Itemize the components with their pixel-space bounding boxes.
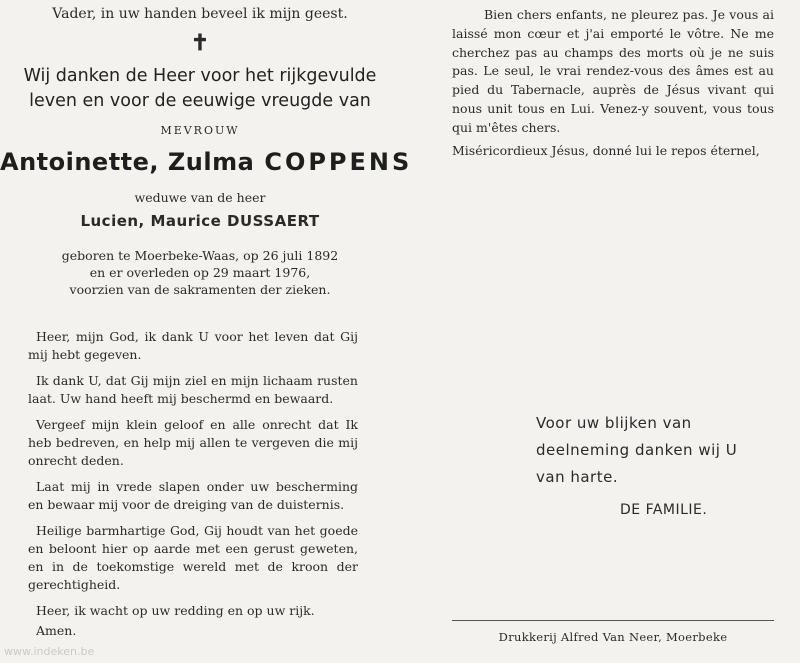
first-names: Antoinette, Zulma [0, 148, 255, 176]
prayer-paragraph: Vergeef mijn klein geloof en alle onrecht dat Ik heb bedreven, en help mij allen te vergeven die mij onrecht deden. [28, 417, 358, 468]
birth-line-3: voorzien van de sakramenten der zieken. [69, 282, 331, 297]
cross-icon: ✝ [190, 30, 210, 56]
family-thanks [536, 410, 737, 491]
thanks-line-2: leven en voor de eeuwige vreugde van [29, 91, 371, 111]
prayer-paragraph: Heilige barmhartige God, Gij houdt van het goede en beloont hier op aarde met een gerust geweten, en in de toekomstige wereld met de kroon der gerechtigheid. [28, 523, 358, 592]
birth-line-2: en er overleden op 29 maart 1976, [89, 265, 311, 280]
prayer-paragraph: Ik dank U, dat Gij mijn ziel en mijn lichaam rusten laat. Uw hand heeft mij beschermd en bewaard. [28, 373, 358, 406]
family-line-1: Voor uw blijken van [536, 414, 692, 432]
surname: COPPENS [264, 148, 413, 176]
family-signature: DE FAMILIE. [620, 502, 708, 518]
prayer-paragraph: Laat mij in vrede slapen onder uw bescherming en bewaar mij voor de dreiging van de duisternis. [28, 479, 358, 512]
printer-credit: Drukkerij Alfred Van Neer, Moerbeke [498, 630, 728, 644]
watermark: www.indeken.be [4, 645, 95, 658]
prayer [28, 328, 358, 648]
prayer-paragraph: Heer, ik wacht op uw redding en op uw rijk. [36, 603, 315, 618]
divider [452, 620, 774, 621]
thanks-line-1: Wij danken de Heer voor het rijkgevulde [23, 66, 377, 86]
widow-of: weduwe van de heer [134, 190, 266, 205]
birth-line-1: geboren te Moerbeke-Waas, op 26 juli 1892 [61, 248, 339, 263]
title-mevrouw: MEVROUW [160, 124, 240, 137]
family-line-2: deelneming danken wij U [536, 441, 738, 459]
birth-death-info [0, 247, 400, 298]
french-paragraph: Bien chers enfants, ne pleurez pas. Je vous ai laissé mon cœur et j'ai emporté le vôtre. Ne me cherchez pas au champs des morts où je ne suis pas. Le seul, le vrai rendez-vous des âmes est au pied du Tabernacle, auprès de Jésus vivant qui nous unit tous en Lui. Venez-y souvent, vous tous qui m'êtes chers. [452, 7, 774, 135]
husband-name: Lucien, Maurice DUSSAERT [80, 212, 320, 230]
right-page [400, 0, 800, 663]
french-text [452, 6, 774, 160]
french-prayer: Miséricordieux Jésus, donné lui le repos éternel, [452, 142, 760, 158]
thanks-text [0, 64, 400, 114]
prayer-paragraph: Heer, mijn God, ik dank U voor het leven dat Gij mij hebt gegeven. [28, 329, 358, 362]
family-line-3: van harte. [536, 468, 619, 486]
deceased-name [0, 148, 413, 176]
prayer-amen: Amen. [36, 623, 77, 638]
motto: Vader, in uw handen beveel ik mijn geest. [52, 6, 348, 22]
